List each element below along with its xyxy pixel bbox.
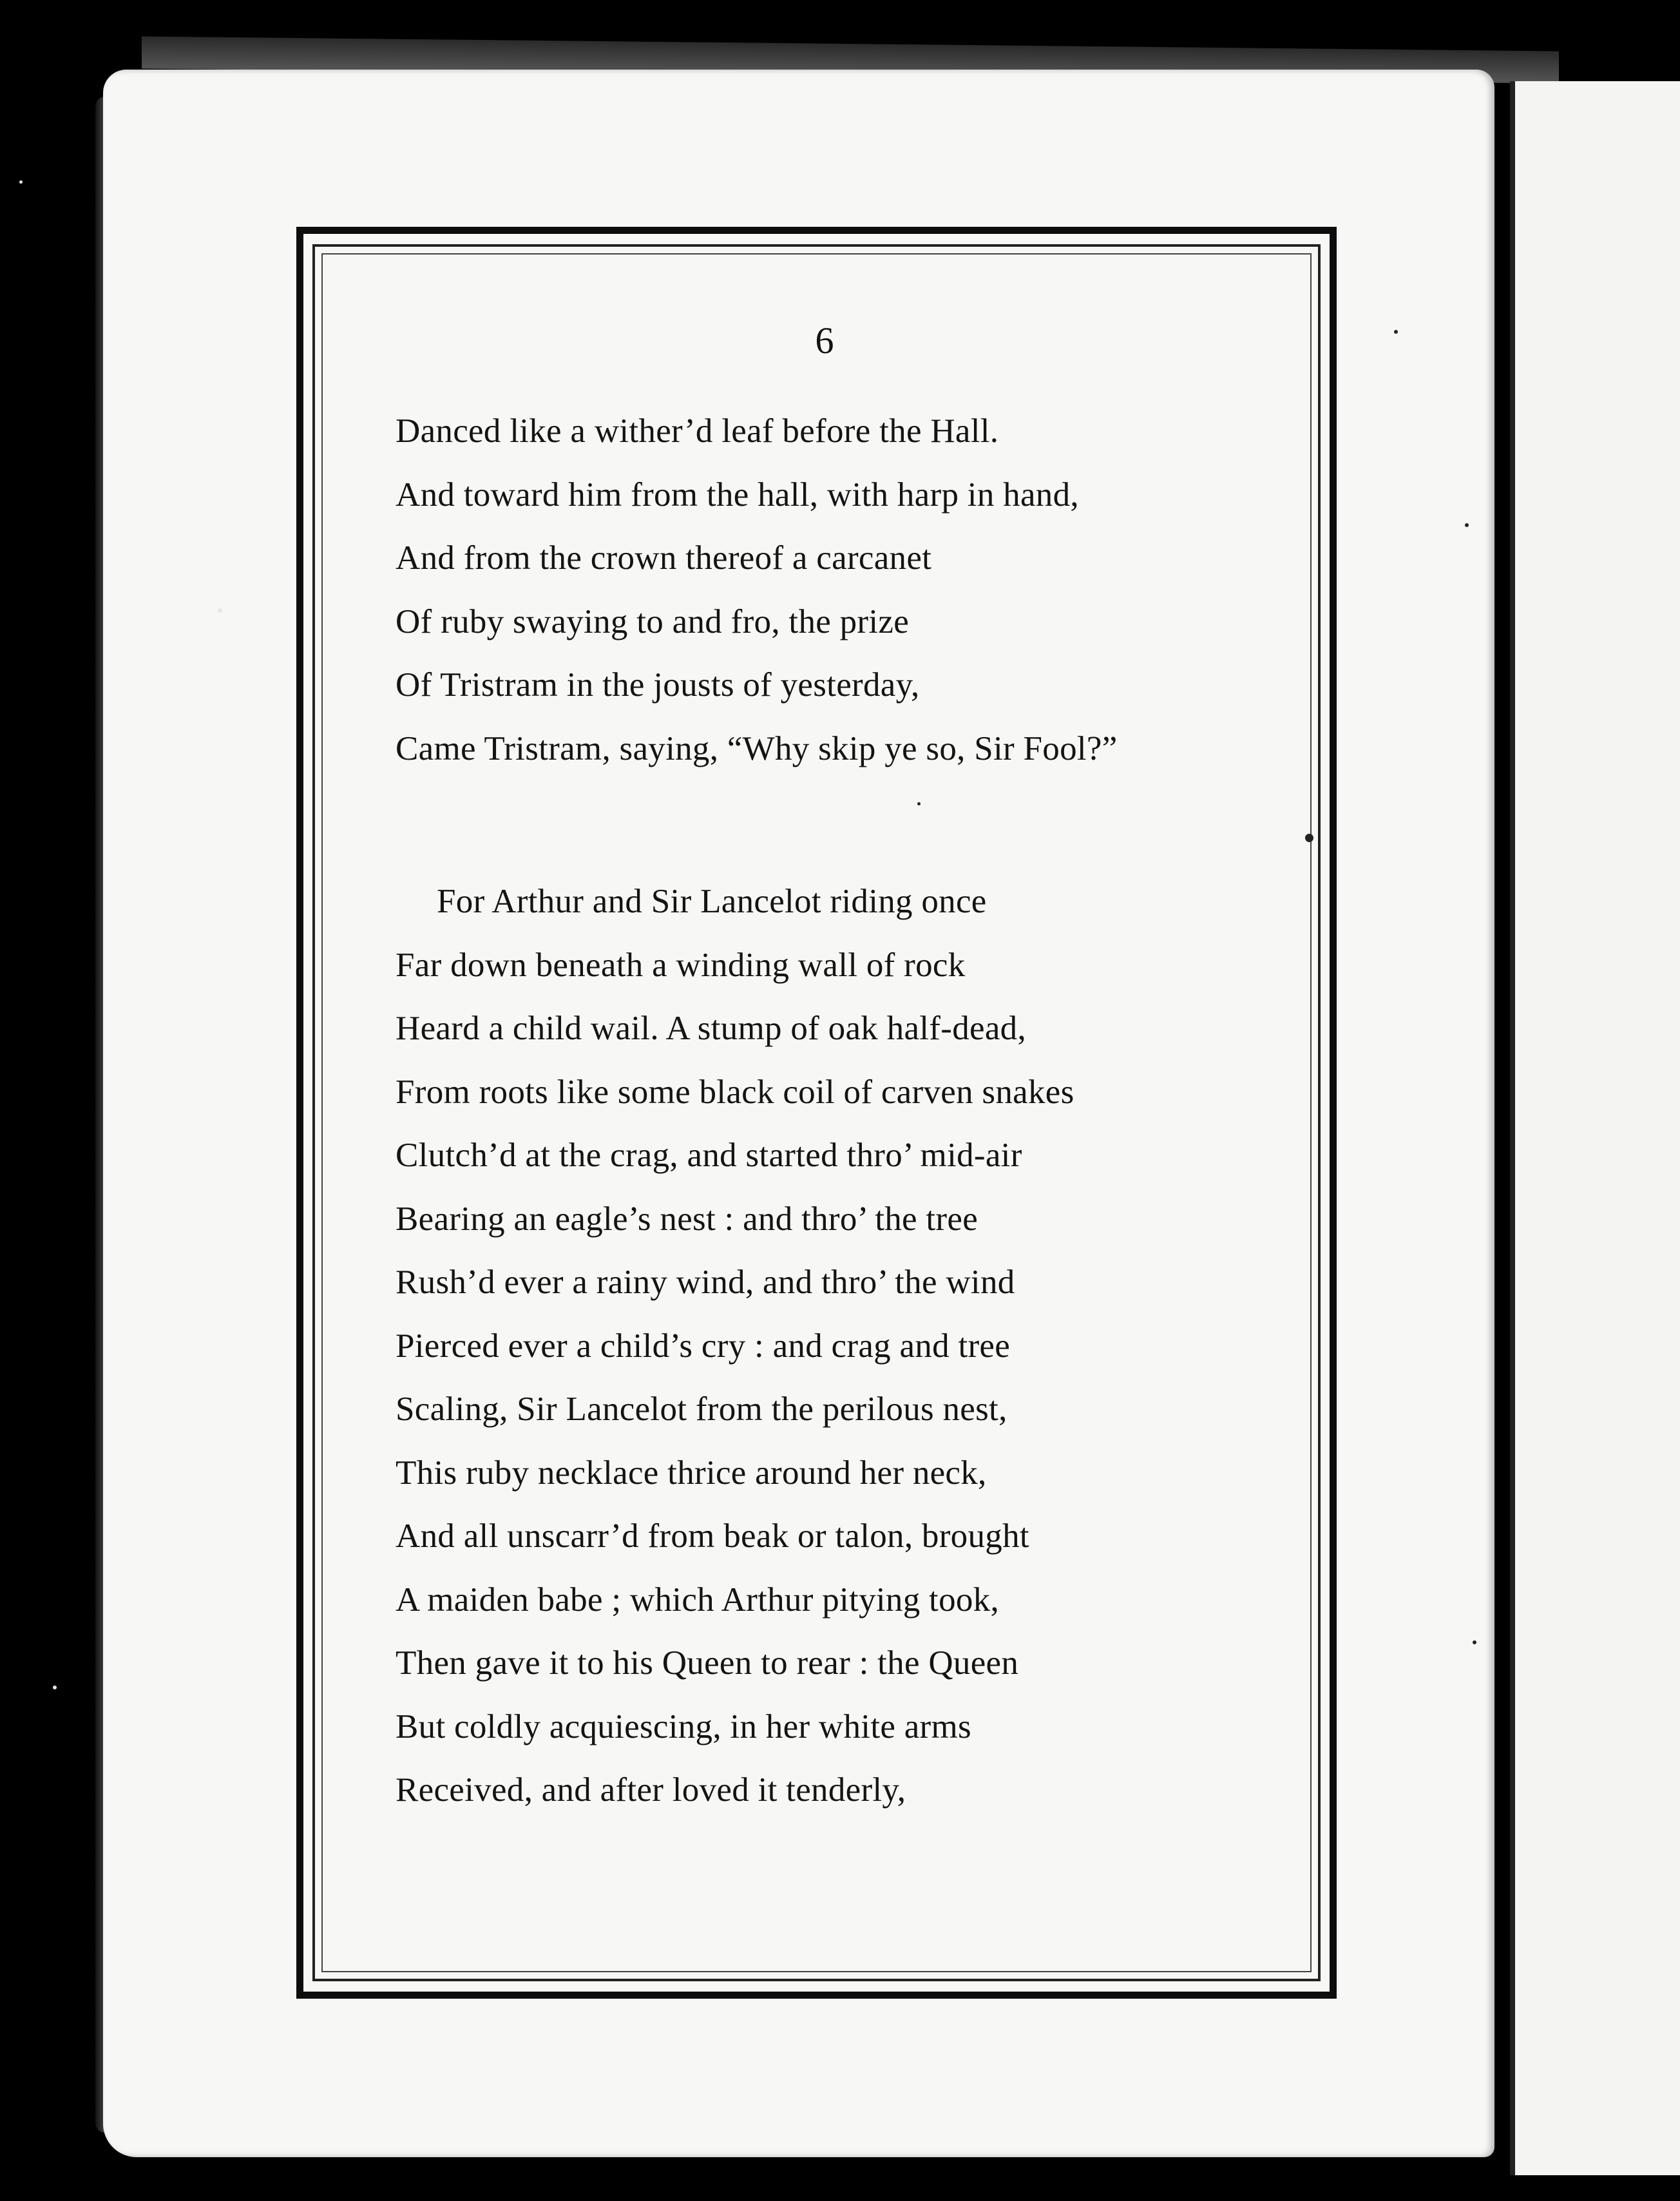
- verse-line: A maiden babe ; which Arthur pitying took,: [396, 1581, 1000, 1619]
- scan-speck: [1394, 330, 1398, 334]
- scan-speck: [53, 1686, 57, 1689]
- verse-line: Then gave it to his Queen to rear : the Queen: [396, 1644, 1019, 1682]
- verse-line: Far down beneath a winding wall of rock: [396, 946, 966, 984]
- stanza-2: [396, 870, 1074, 1822]
- verse-line: Danced like a wither’d leaf before the Hall.: [396, 412, 999, 450]
- verse-line: This ruby necklace thrice around her neck,: [396, 1454, 987, 1492]
- verse-line: Received, and after loved it tenderly,: [396, 1771, 906, 1809]
- facing-page-edge: [1510, 81, 1680, 2175]
- verse-line: And toward him from the hall, with harp in hand,: [396, 476, 1079, 514]
- verse-line: Heard a child wail. A stump of oak half-dead,: [396, 1010, 1026, 1047]
- verse-line: Scaling, Sir Lancelot from the perilous nest,: [396, 1390, 1007, 1428]
- verse-line: Of Tristram in the jousts of yesterday,: [396, 666, 920, 704]
- verse-line: Rush’d ever a rainy wind, and thro’ the wind: [396, 1264, 1015, 1301]
- verse-line: From roots like some black coil of carven snakes: [396, 1073, 1074, 1111]
- scan-speck: [19, 180, 23, 184]
- scan-speck: [218, 608, 222, 613]
- verse-line: And from the crown thereof a carcanet: [396, 539, 932, 577]
- stanza-1: [396, 399, 1118, 780]
- verse-line: Clutch’d at the crag, and started thro’ mid-air: [396, 1137, 1022, 1174]
- scan-speck: [1305, 834, 1313, 842]
- verse-line: Pierced ever a child’s cry : and crag and tree: [396, 1327, 1011, 1365]
- scan-speck: [1465, 523, 1469, 527]
- verse-line: Bearing an eagle’s nest : and thro’ the tree: [396, 1200, 978, 1238]
- verse-line: Of ruby swaying to and fro, the prize: [396, 602, 910, 640]
- verse-line: But coldly acquiescing, in her white arms: [396, 1707, 971, 1745]
- verse-line: Came Tristram, saying, “Why skip ye so, Sir Fool?”: [396, 729, 1118, 767]
- page-number: 6: [815, 320, 834, 361]
- verse-line: For Arthur and Sir Lancelot riding once: [437, 883, 987, 920]
- scan-speck: [917, 802, 921, 805]
- verse-line: And all unscarr’d from beak or talon, brought: [396, 1517, 1029, 1555]
- scan-speck: [1510, 1649, 1514, 1654]
- scan-speck: [1473, 1640, 1476, 1644]
